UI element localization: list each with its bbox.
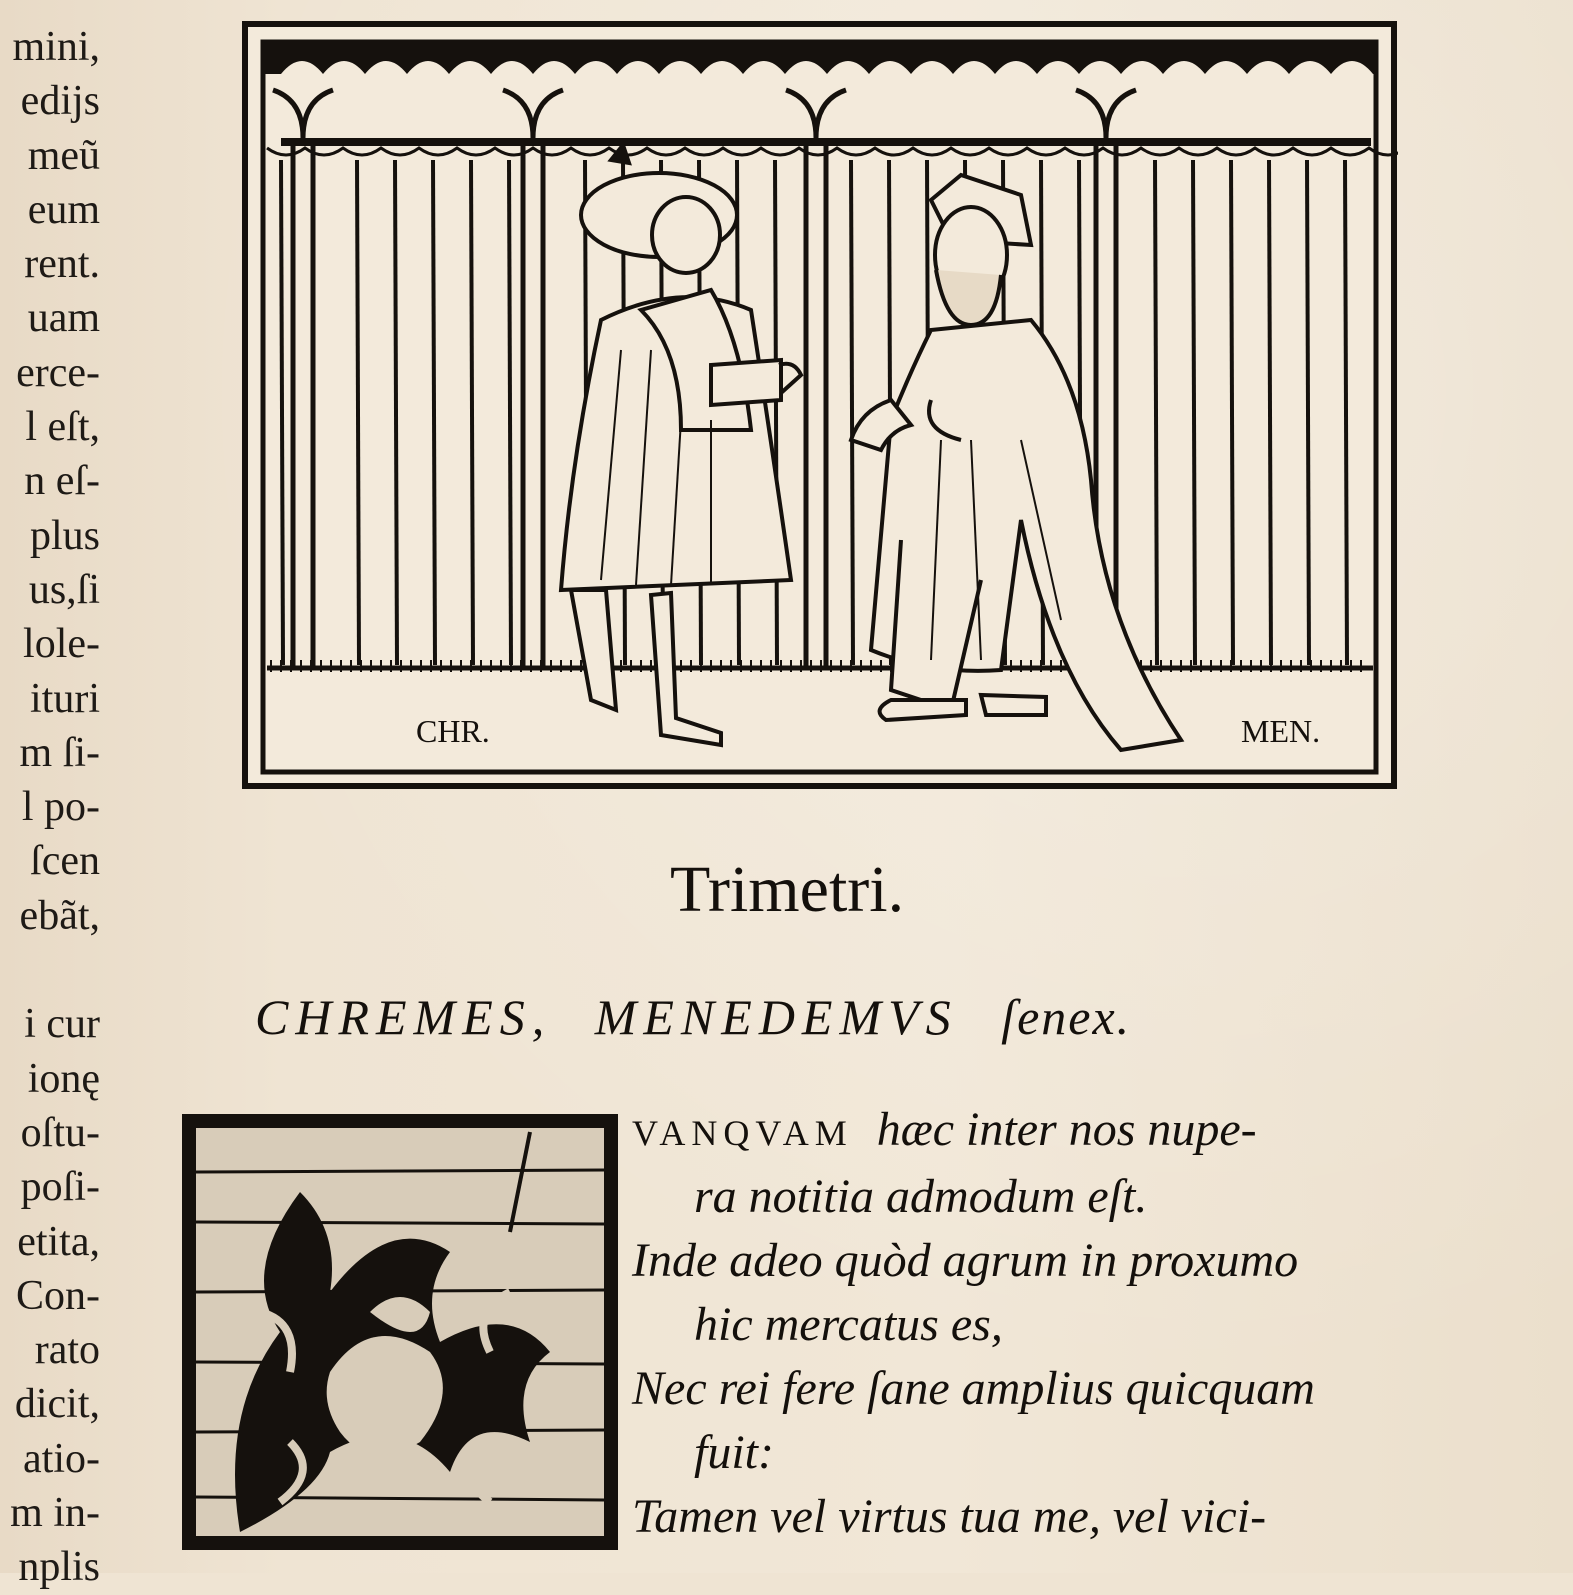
verse-block — [632, 1098, 1572, 1549]
left-column-line: etita, — [17, 1218, 100, 1265]
left-column-line: nplis — [18, 1544, 100, 1591]
left-column-line: l eſt, — [25, 404, 100, 451]
left-column-line: us,ſi — [28, 566, 100, 613]
left-column-line: oſtu- — [20, 1109, 100, 1156]
verse-line-4: hic mercatus es, — [694, 1298, 1003, 1351]
left-column-line: eum — [27, 186, 100, 233]
woodcut-illustration — [241, 20, 1398, 790]
verse-line-7: Tamen vel virtus tua me, vel vici- — [632, 1490, 1267, 1543]
decorated-initial-block — [180, 1112, 620, 1552]
verse-line-5: Nec rei fere ſane amplius quicquam — [632, 1362, 1315, 1415]
left-column-line: Con- — [16, 1272, 100, 1319]
speaker-chremes: CHREMES, — [255, 989, 552, 1045]
left-column-line: dicit, — [14, 1381, 100, 1428]
left-column-line: uam — [27, 295, 100, 342]
speaker-role: ſenex. — [1001, 989, 1132, 1045]
verse-line-2: ra notitia admodum eſt. — [694, 1170, 1148, 1223]
left-column-line: ebãt, — [19, 892, 100, 939]
left-column-line: i cur — [24, 1001, 100, 1048]
speaker-menedemus: MENEDEMVS — [594, 989, 958, 1045]
left-column-line: ſcen — [30, 838, 100, 885]
label-chr: CHR. — [416, 713, 490, 749]
label-men: MEN. — [1241, 713, 1321, 749]
left-column-line: lole- — [23, 621, 100, 668]
speakers-line — [255, 988, 1405, 1046]
left-column-line: n eſ- — [24, 458, 100, 505]
left-column-line: m ſi- — [19, 729, 100, 776]
verse-line-6: fuit: — [694, 1426, 774, 1479]
left-column-line: erce- — [16, 349, 100, 396]
left-column-line: rato — [34, 1327, 100, 1374]
left-column-text — [0, 20, 100, 1595]
left-column-line: mini, — [12, 24, 100, 70]
verse-line-3: Inde adeo quòd agrum in proxumo — [632, 1234, 1299, 1287]
left-column-line: meũ — [27, 132, 100, 179]
left-column-line: plus — [29, 512, 100, 559]
left-column-line: atio- — [23, 1435, 100, 1482]
left-column-line: rent. — [24, 241, 100, 288]
left-column-line: l po- — [21, 784, 100, 831]
left-column-line — [0, 943, 100, 997]
left-column-line: m in- — [10, 1490, 100, 1537]
verse-line-1: VANQVAM hæc inter nos nupe- — [632, 1103, 1257, 1156]
left-column-line: ituri — [30, 675, 100, 722]
left-column-line: poſi- — [20, 1164, 100, 1211]
left-column-line: edijs — [20, 78, 100, 125]
section-title: Trimetri. — [670, 853, 905, 926]
left-column-line: ionę — [27, 1055, 100, 1102]
